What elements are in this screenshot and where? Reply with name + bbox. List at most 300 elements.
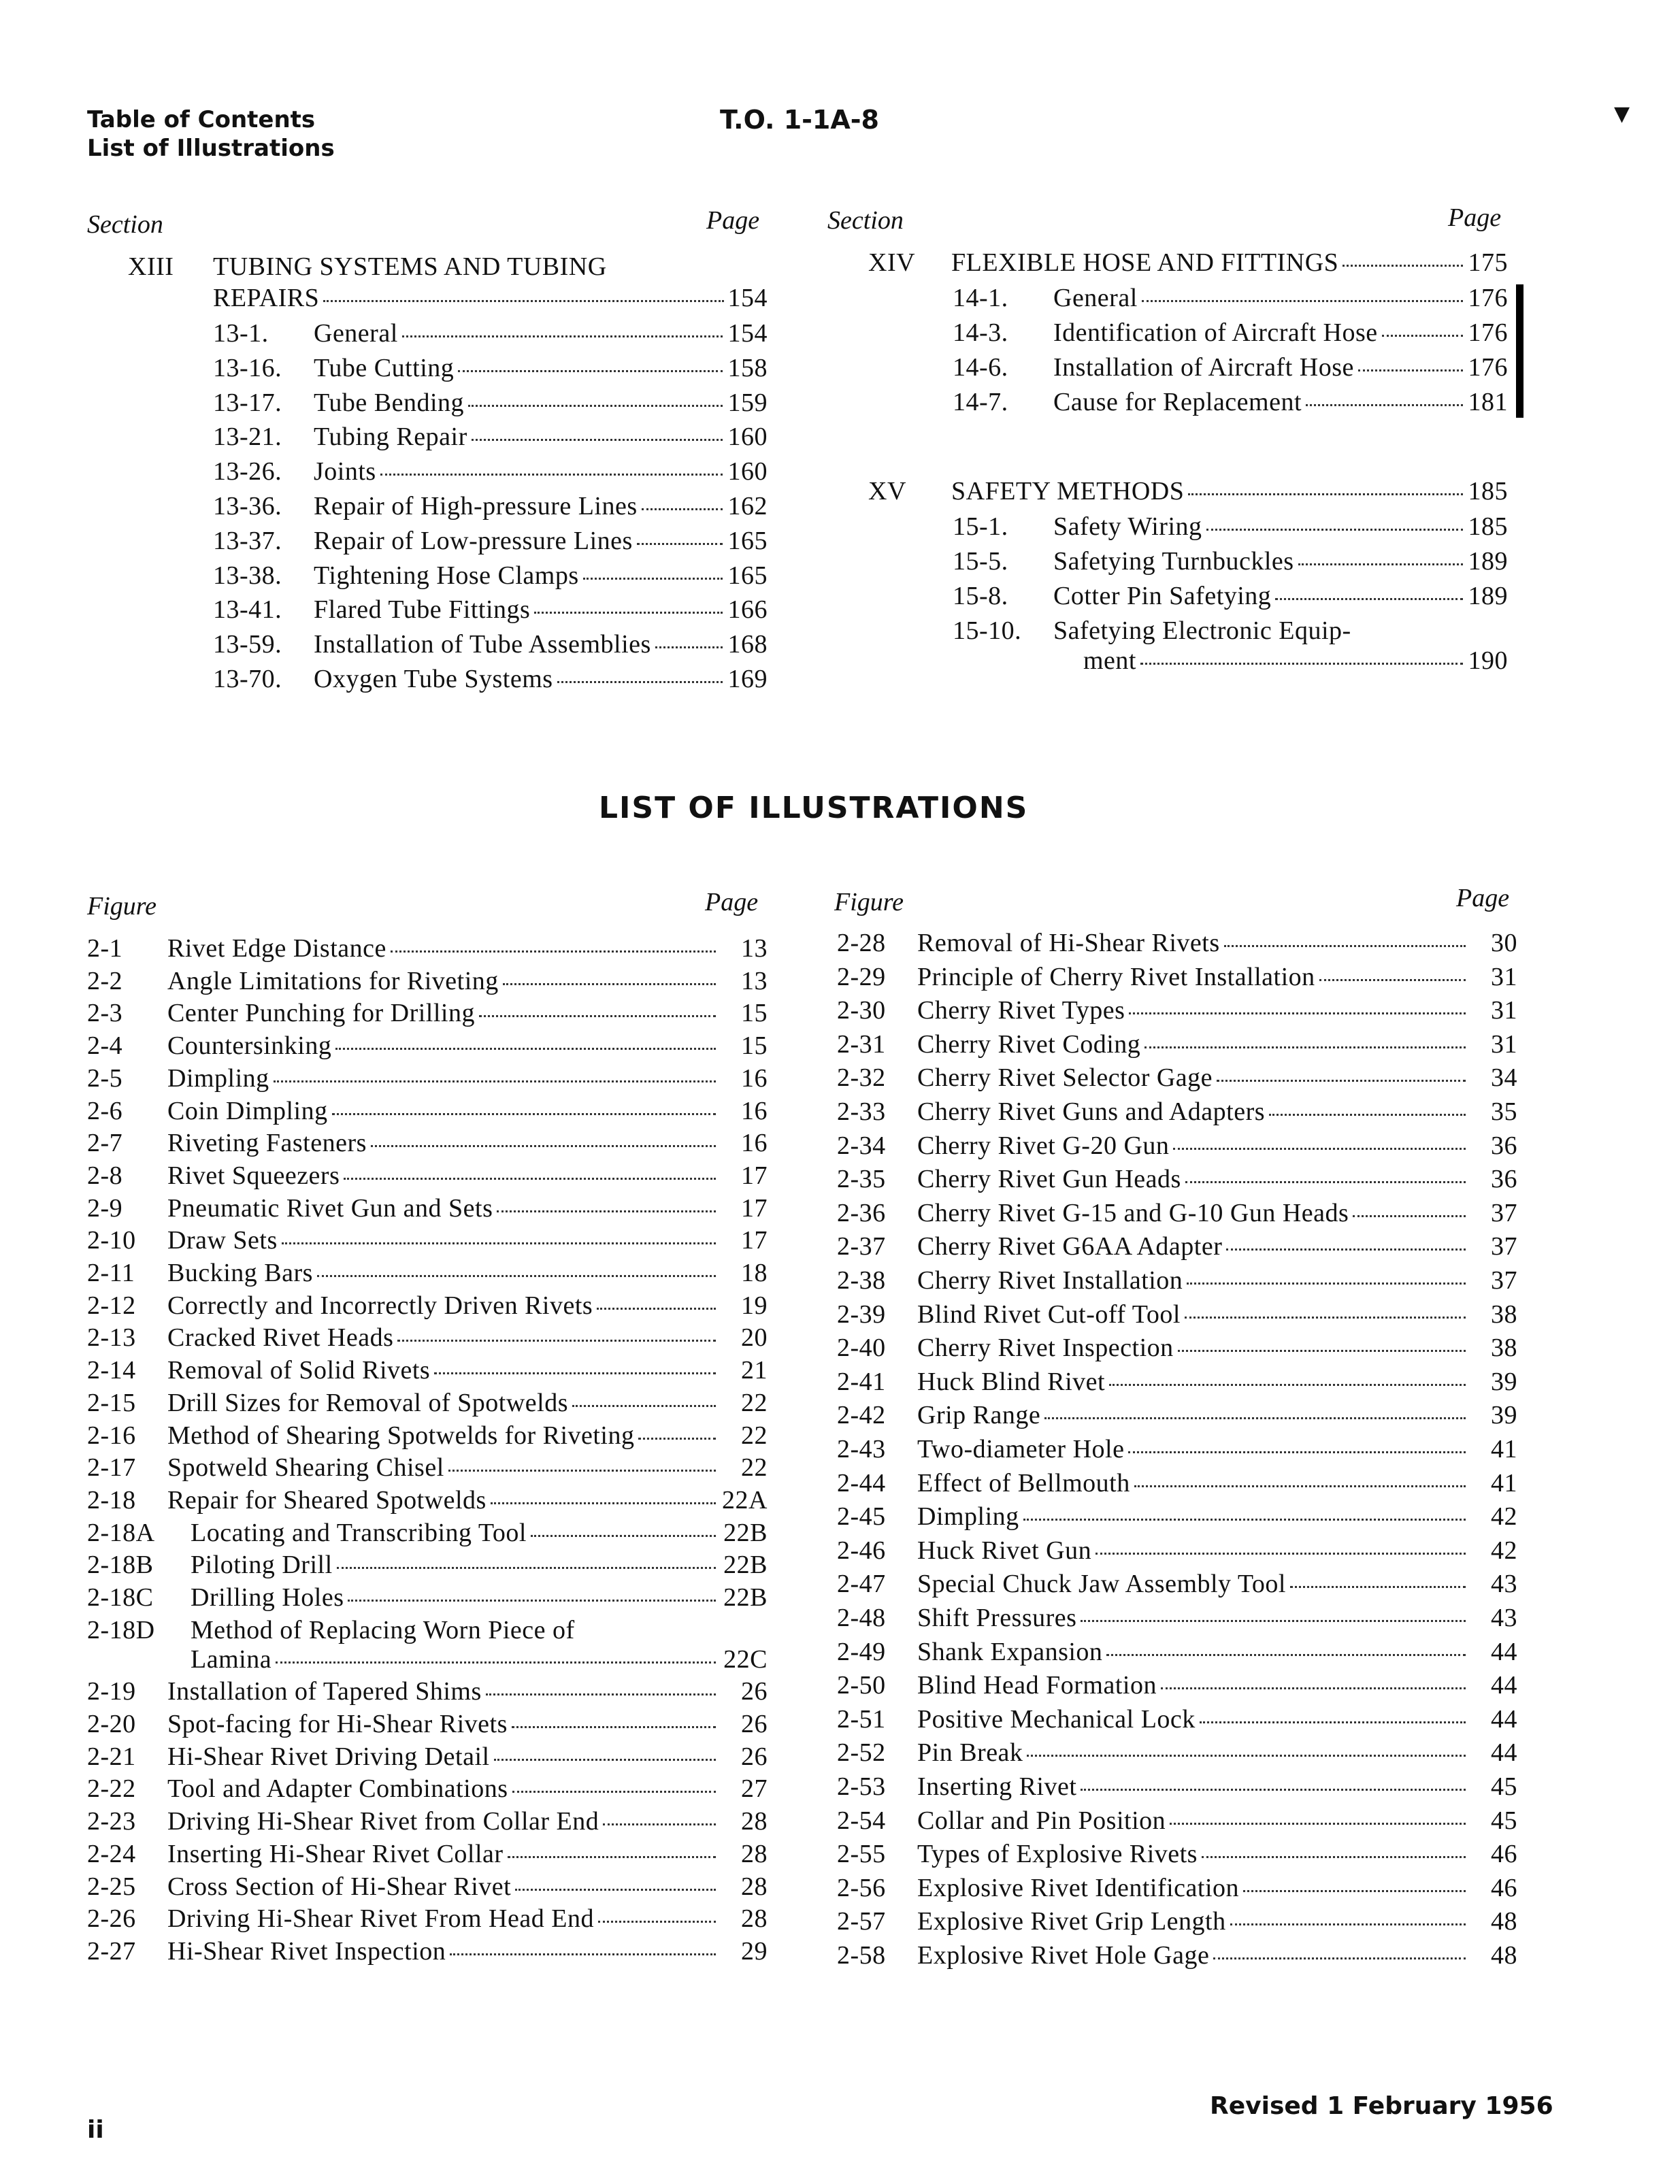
entry-page: 15 xyxy=(741,1031,768,1061)
entry-number: 2-11 xyxy=(87,1259,135,1287)
leader-dots xyxy=(335,1048,716,1050)
entry-page: 160 xyxy=(727,457,768,486)
entry-title: ment xyxy=(1083,646,1136,675)
leader-dots xyxy=(598,1921,716,1923)
leader-dots xyxy=(1106,1654,1466,1656)
leader-dots xyxy=(508,1856,716,1858)
leader-dots xyxy=(1044,1417,1466,1419)
entry-number: 2-24 xyxy=(87,1839,136,1868)
entry-page: 17 xyxy=(741,1161,768,1190)
header-toc-label: Table of Contents xyxy=(87,106,316,133)
entry-number: 2-55 xyxy=(837,1840,886,1869)
entry-title: Special Chuck Jaw Assembly Tool xyxy=(917,1570,1286,1599)
figure-item xyxy=(87,1031,768,1061)
leader-dots xyxy=(603,1823,716,1825)
leader-dots xyxy=(515,1889,716,1891)
entry-number: 2-47 xyxy=(837,1570,886,1599)
entry-page: 160 xyxy=(727,423,768,452)
entry-number: 2-41 xyxy=(837,1367,886,1396)
leader-dots xyxy=(472,439,723,441)
figure-item xyxy=(87,1936,768,1966)
figure-item xyxy=(87,1388,768,1418)
entry-number: 2-29 xyxy=(837,962,886,991)
entry-number: 2-16 xyxy=(87,1421,136,1450)
entry-number: 2-43 xyxy=(837,1435,886,1463)
entry-number: 2-27 xyxy=(87,1936,136,1966)
revision-date: Revised 1 February 1956 xyxy=(1210,2092,1553,2120)
entry-page: 44 xyxy=(1491,1738,1517,1768)
toc-item xyxy=(213,664,768,694)
entry-title: Riveting Fasteners xyxy=(167,1129,367,1158)
leader-dots xyxy=(397,1340,716,1342)
figure-item xyxy=(87,1225,768,1255)
loi-figure-label-left: Figure xyxy=(87,892,157,921)
leader-dots xyxy=(1185,1181,1466,1183)
leader-dots xyxy=(512,1791,716,1793)
leader-dots xyxy=(486,1693,716,1695)
entry-page: 162 xyxy=(727,492,768,520)
leader-dots xyxy=(1298,563,1463,565)
figure-item xyxy=(87,1839,768,1869)
toc-item xyxy=(213,629,768,659)
entry-title: Cherry Rivet Gun Heads xyxy=(917,1165,1181,1194)
entry-number: 2-1 xyxy=(87,934,123,963)
entry-title: Rivet Edge Distance xyxy=(167,934,386,963)
entry-title: Cherry Rivet G-15 and G-10 Gun Heads xyxy=(917,1198,1349,1227)
entry-title: Coin Dimpling xyxy=(167,1096,328,1125)
leader-dots xyxy=(655,646,723,648)
toc-item xyxy=(213,353,768,383)
entry-page: 18 xyxy=(741,1259,768,1287)
figure-item xyxy=(837,1468,1517,1498)
toc-section-heading xyxy=(128,252,768,282)
leader-dots xyxy=(344,1178,716,1180)
entry-title: Safetying Turnbuckles xyxy=(1053,547,1294,576)
leader-dots xyxy=(402,335,723,337)
entry-page: 42 xyxy=(1491,1536,1517,1565)
entry-number: 14-1. xyxy=(953,284,1008,312)
leader-dots xyxy=(1144,1046,1466,1048)
entry-page: 175 xyxy=(1468,248,1508,277)
entry-title: FLEXIBLE HOSE AND FITTINGS xyxy=(951,248,1339,277)
leader-dots xyxy=(1187,1283,1466,1285)
entry-number: 2-18A xyxy=(87,1518,155,1547)
entry-page: 13 xyxy=(741,966,768,995)
entry-number: 2-39 xyxy=(837,1300,886,1329)
entry-page: 36 xyxy=(1491,1165,1517,1194)
entry-page: 16 xyxy=(741,1129,768,1158)
figure-item xyxy=(837,1131,1517,1161)
entry-page: 22B xyxy=(723,1583,768,1612)
entry-page: 31 xyxy=(1491,1029,1517,1059)
figure-item xyxy=(87,1676,768,1706)
entry-number: 2-58 xyxy=(837,1941,886,1970)
figure-item xyxy=(87,1518,768,1548)
figure-item-cont xyxy=(191,1644,768,1674)
entry-page: 38 xyxy=(1491,1334,1517,1363)
entry-title: Repair of Low-pressure Lines xyxy=(314,526,633,555)
entry-page: 17 xyxy=(741,1193,768,1223)
leader-dots xyxy=(642,508,723,510)
toc-item xyxy=(953,352,1508,382)
entry-number: 2-18C xyxy=(87,1583,154,1612)
entry-number: 2-50 xyxy=(837,1671,886,1700)
figure-item xyxy=(87,1485,768,1515)
leader-dots xyxy=(1382,335,1463,337)
figure-item xyxy=(837,1940,1517,1970)
entry-number: 2-22 xyxy=(87,1774,136,1804)
entry-title: Explosive Rivet Grip Length xyxy=(917,1907,1226,1936)
entry-title: Correctly and Incorrectly Driven Rivets xyxy=(167,1291,593,1320)
toc-item xyxy=(213,388,768,418)
entry-page: 26 xyxy=(741,1710,768,1739)
leader-dots xyxy=(1275,598,1463,600)
entry-page: 189 xyxy=(1468,547,1508,576)
loi-figure-label-right: Figure xyxy=(834,888,904,916)
entry-number: 2-51 xyxy=(837,1704,886,1734)
entry-title: Bucking Bars xyxy=(167,1259,313,1287)
entry-page: 28 xyxy=(741,1839,768,1868)
entry-number: XV xyxy=(868,477,906,506)
entry-title: Huck Rivet Gun xyxy=(917,1536,1092,1565)
entry-page: 26 xyxy=(741,1742,768,1771)
toc-item xyxy=(213,595,768,625)
entry-title: Installation of Aircraft Hose xyxy=(1053,353,1354,382)
entry-page: 41 xyxy=(1491,1435,1517,1463)
entry-page: 158 xyxy=(727,353,768,382)
leader-dots xyxy=(534,612,723,614)
entry-page: 185 xyxy=(1468,477,1508,506)
toc-section-heading xyxy=(868,248,1508,278)
figure-item xyxy=(837,928,1517,958)
entry-title: Inserting Hi-Shear Rivet Collar xyxy=(167,1839,504,1868)
entry-title: Shank Expansion xyxy=(917,1637,1103,1666)
toc-item xyxy=(953,387,1508,417)
leader-dots xyxy=(1140,663,1463,665)
figure-item xyxy=(837,1063,1517,1093)
entry-number: 15-10. xyxy=(953,616,1022,645)
entry-number: 13-41. xyxy=(213,595,282,625)
entry-title: Tool and Adapter Combinations xyxy=(167,1774,508,1804)
entry-number: 2-56 xyxy=(837,1873,886,1902)
entry-page: 22 xyxy=(741,1453,768,1483)
leader-dots xyxy=(638,1438,716,1440)
entry-number: 14-6. xyxy=(953,353,1008,382)
leader-dots xyxy=(1096,1553,1466,1555)
figure-item xyxy=(837,1231,1517,1261)
figure-item xyxy=(837,1873,1517,1903)
figure-item xyxy=(87,1323,768,1353)
leader-dots xyxy=(1129,1012,1466,1014)
toc-item xyxy=(213,491,768,521)
entry-number: 13-21. xyxy=(213,423,282,452)
leader-dots xyxy=(479,1015,716,1017)
entry-title: Repair for Sheared Spotwelds xyxy=(167,1485,487,1515)
leader-dots xyxy=(531,1535,716,1537)
figure-item xyxy=(87,1550,768,1580)
section-page: 154 xyxy=(727,284,768,312)
figure-item xyxy=(837,1839,1517,1869)
entry-title: Collar and Pin Position xyxy=(917,1806,1166,1835)
figure-item xyxy=(87,1709,768,1739)
entry-title: Cherry Rivet Coding xyxy=(917,1029,1141,1059)
figure-item xyxy=(837,1333,1517,1363)
figure-item xyxy=(837,1906,1517,1936)
figure-item xyxy=(87,1063,768,1093)
entry-title: Inserting Rivet xyxy=(917,1772,1077,1801)
entry-number: 2-20 xyxy=(87,1710,136,1739)
corner-mark: ▼ xyxy=(1614,102,1630,126)
entry-title: Hi-Shear Rivet Driving Detail xyxy=(167,1742,490,1771)
toc-section-heading-cont xyxy=(213,283,768,313)
figure-item xyxy=(87,1355,768,1385)
figure-item xyxy=(837,1637,1517,1667)
entry-title: Safetying Electronic Equip- xyxy=(1053,616,1351,645)
entry-title: Pneumatic Rivet Gun and Sets xyxy=(167,1193,493,1223)
entry-page: 181 xyxy=(1468,388,1508,416)
figure-item xyxy=(837,1097,1517,1127)
entry-page: 37 xyxy=(1491,1232,1517,1261)
entry-page: 45 xyxy=(1491,1772,1517,1801)
entry-page: 37 xyxy=(1491,1198,1517,1227)
toc-item xyxy=(953,318,1508,348)
leader-dots xyxy=(1081,1789,1466,1791)
entry-number: 2-52 xyxy=(837,1738,886,1768)
entry-number: 2-45 xyxy=(837,1502,886,1532)
entry-page: 39 xyxy=(1491,1401,1517,1430)
entry-number: 2-46 xyxy=(837,1536,886,1565)
entry-page: 165 xyxy=(727,526,768,555)
figure-item xyxy=(87,1128,768,1158)
toc-section-label-right: Section xyxy=(827,206,904,235)
entry-title: Spot-facing for Hi-Shear Rivets xyxy=(167,1710,508,1739)
entry-number: 2-4 xyxy=(87,1031,123,1061)
entry-title: Tube Cutting xyxy=(314,353,455,382)
entry-page: 39 xyxy=(1491,1367,1517,1396)
leader-dots xyxy=(274,1080,716,1082)
entry-number: 2-34 xyxy=(837,1131,886,1160)
entry-number: 2-8 xyxy=(87,1161,123,1190)
leader-dots xyxy=(572,1405,716,1407)
entry-number: 13-17. xyxy=(213,388,282,417)
figure-item xyxy=(837,1400,1517,1430)
leader-dots xyxy=(434,1372,716,1374)
entry-title: Huck Blind Rivet xyxy=(917,1367,1106,1396)
leader-dots xyxy=(512,1726,716,1728)
entry-number: 2-12 xyxy=(87,1291,136,1320)
leader-dots xyxy=(348,1600,716,1602)
leader-dots xyxy=(1023,1519,1466,1521)
figure-item xyxy=(87,966,768,996)
entry-page: 36 xyxy=(1491,1131,1517,1160)
figure-item xyxy=(837,1536,1517,1566)
figure-item xyxy=(837,1569,1517,1599)
entry-title: Cherry Rivet Inspection xyxy=(917,1334,1174,1363)
section-title-cont: REPAIRS xyxy=(213,284,320,312)
figure-item xyxy=(87,1904,768,1934)
toc-item xyxy=(213,457,768,486)
entry-title: Center Punching for Drilling xyxy=(167,999,475,1028)
entry-page: 22 xyxy=(741,1421,768,1450)
figure-item xyxy=(837,1772,1517,1802)
entry-page: 29 xyxy=(741,1936,768,1966)
leader-dots xyxy=(1290,1586,1466,1588)
leader-dots xyxy=(1178,1350,1466,1352)
figure-item xyxy=(837,1738,1517,1768)
entry-page: 27 xyxy=(741,1774,768,1804)
figure-item xyxy=(87,1583,768,1612)
figure-item xyxy=(87,933,768,963)
entry-page: 176 xyxy=(1468,353,1508,382)
entry-title: Installation of Tapered Shims xyxy=(167,1677,482,1706)
entry-title: Cherry Rivet G6AA Adapter xyxy=(917,1232,1223,1261)
entry-title: Installation of Tube Assemblies xyxy=(314,630,651,659)
entry-title: Method of Shearing Spotwelds for Riveting xyxy=(167,1421,635,1450)
entry-title: Pin Break xyxy=(917,1738,1023,1768)
loi-page-label-right: Page xyxy=(1456,884,1510,912)
entry-number: 13-1. xyxy=(213,319,269,348)
entry-number: 2-10 xyxy=(87,1226,136,1255)
leader-dots xyxy=(1200,1721,1466,1723)
leader-dots xyxy=(1128,1451,1466,1453)
entry-page: 22C xyxy=(723,1644,768,1674)
figure-item xyxy=(837,1670,1517,1700)
entry-number: 13-59. xyxy=(213,630,282,659)
entry-title: Driving Hi-Shear Rivet From Head End xyxy=(167,1904,594,1934)
toc-item xyxy=(953,283,1508,313)
entry-page: 21 xyxy=(741,1356,768,1385)
entry-number: 2-32 xyxy=(837,1063,886,1093)
figure-item xyxy=(87,1453,768,1483)
entry-title: Piloting Drill xyxy=(191,1551,333,1580)
entry-page: 28 xyxy=(741,1872,768,1901)
leader-dots xyxy=(1206,529,1463,531)
entry-number: 13-37. xyxy=(213,526,282,555)
figure-item xyxy=(837,1265,1517,1295)
leader-dots xyxy=(1230,1923,1466,1925)
figure-item xyxy=(87,1258,768,1288)
figure-item xyxy=(837,1434,1517,1464)
entry-page: 46 xyxy=(1491,1873,1517,1902)
entry-title: Explosive Rivet Hole Gage xyxy=(917,1941,1210,1970)
entry-number: 2-18B xyxy=(87,1551,154,1580)
leader-dots xyxy=(1202,1856,1466,1858)
entry-page: 44 xyxy=(1491,1704,1517,1734)
leader-dots xyxy=(1170,1823,1466,1825)
entry-number: 2-7 xyxy=(87,1129,123,1158)
entry-number: 15-8. xyxy=(953,582,1008,610)
entry-title: Grip Range xyxy=(917,1401,1041,1430)
entry-title: Principle of Cherry Rivet Installation xyxy=(917,962,1315,991)
figure-item xyxy=(87,1161,768,1191)
leader-dots xyxy=(391,950,716,953)
leader-dots xyxy=(371,1145,716,1147)
leader-dots xyxy=(494,1759,716,1761)
leader-dots xyxy=(1081,1620,1466,1622)
leader-dots xyxy=(503,983,716,985)
leader-dots xyxy=(557,681,723,683)
figure-item xyxy=(87,1872,768,1902)
entry-page: 30 xyxy=(1491,929,1517,957)
leader-dots xyxy=(450,1953,716,1955)
toc-item xyxy=(953,616,1508,646)
entry-number: 2-57 xyxy=(837,1907,886,1936)
toc-item xyxy=(213,561,768,591)
entry-title: Dimpling xyxy=(167,1063,269,1093)
entry-title: Types of Explosive Rivets xyxy=(917,1840,1198,1869)
figure-item xyxy=(837,1029,1517,1059)
entry-page: 159 xyxy=(727,388,768,417)
leader-dots xyxy=(1226,1248,1466,1251)
entry-page: 17 xyxy=(741,1226,768,1255)
entry-number: 2-21 xyxy=(87,1742,136,1771)
leader-dots xyxy=(1027,1755,1466,1757)
leader-dots xyxy=(491,1502,716,1504)
entry-page: 28 xyxy=(741,1807,768,1836)
entry-title: Cherry Rivet G-20 Gun xyxy=(917,1131,1170,1160)
entry-page: 165 xyxy=(727,561,768,590)
entry-number: 2-25 xyxy=(87,1872,136,1901)
entry-title: Effect of Bellmouth xyxy=(917,1468,1130,1498)
figure-item xyxy=(87,1193,768,1223)
entry-title: Angle Limitations for Riveting xyxy=(167,966,499,995)
change-bar xyxy=(1516,284,1523,418)
entry-title: General xyxy=(314,319,398,348)
entry-page: 16 xyxy=(741,1063,768,1093)
entry-page: 48 xyxy=(1491,1907,1517,1936)
entry-title: Lamina xyxy=(191,1644,272,1674)
entry-number: 13-36. xyxy=(213,492,282,520)
leader-dots xyxy=(583,578,723,580)
leader-dots xyxy=(1358,369,1463,371)
entry-number: 15-5. xyxy=(953,547,1008,576)
toc-page-label-left: Page xyxy=(706,206,760,235)
entry-page: 44 xyxy=(1491,1671,1517,1700)
entry-number: 2-26 xyxy=(87,1904,136,1934)
entry-page: 19 xyxy=(741,1291,768,1320)
entry-page: 190 xyxy=(1468,646,1508,675)
figure-item xyxy=(837,1164,1517,1194)
entry-number: 2-6 xyxy=(87,1096,123,1125)
entry-title: Cotter Pin Safetying xyxy=(1053,582,1272,610)
entry-page: 42 xyxy=(1491,1502,1517,1532)
entry-number: 2-14 xyxy=(87,1356,136,1385)
entry-title: Drilling Holes xyxy=(191,1583,344,1612)
entry-page: 43 xyxy=(1491,1570,1517,1599)
entry-title: Cherry Rivet Selector Gage xyxy=(917,1063,1213,1093)
toc-section-heading xyxy=(868,476,1508,506)
toc-item xyxy=(213,422,768,452)
entry-number: 13-16. xyxy=(213,353,282,382)
leader-dots xyxy=(448,1470,716,1472)
entry-number: 2-36 xyxy=(837,1198,886,1227)
entry-page: 46 xyxy=(1491,1840,1517,1869)
entry-title: Driving Hi-Shear Rivet from Collar End xyxy=(167,1807,599,1836)
entry-number: 2-35 xyxy=(837,1165,886,1194)
entry-page: 31 xyxy=(1491,962,1517,991)
entry-number: 2-2 xyxy=(87,966,123,995)
entry-page: 13 xyxy=(741,934,768,963)
entry-page: 38 xyxy=(1491,1300,1517,1329)
entry-title: Tubing Repair xyxy=(314,423,467,452)
figure-item xyxy=(87,1615,768,1645)
entry-page: 176 xyxy=(1468,284,1508,312)
leader-dots xyxy=(276,1661,716,1664)
entry-title: Blind Rivet Cut-off Tool xyxy=(917,1300,1181,1329)
entry-title: Countersinking xyxy=(167,1031,332,1061)
entry-page: 166 xyxy=(727,595,768,625)
entry-title: Draw Sets xyxy=(167,1226,278,1255)
